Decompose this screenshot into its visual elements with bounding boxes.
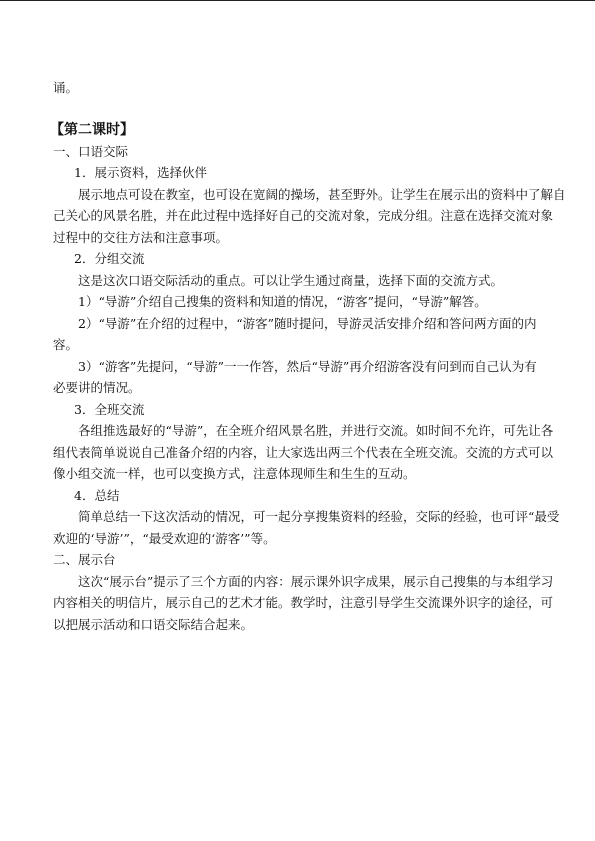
item-title: 3．全班交流: [74, 401, 145, 417]
header-rule: [0, 0, 595, 1]
paragraph: [53, 291, 545, 313]
paragraph-line: 2）“导游”在介绍的过程中，“游客”随时提问，导游灵活安排介绍和答问两方面的内: [78, 315, 537, 331]
paragraph-line: 以把展示活动和口语交际结合起来。: [53, 616, 254, 632]
item-class-exchange: [53, 399, 554, 485]
paragraph-line: 像小组交流一样，也可以变换方式，注意体现师生和生生的互动。: [53, 466, 416, 481]
paragraph: [53, 420, 554, 485]
item-title: 2．分组交流: [74, 251, 145, 266]
document-page: [50, 77, 566, 635]
paragraph-line: 这次“展示台”提示了三个方面的内容：展示课外识字成果，展示自己搜集的与本组学习: [78, 573, 554, 589]
paragraph-line: 己关心的风景名胜，并在此过程中选择好自己的交流对象，完成分组。注意在选择交流对象: [53, 208, 554, 223]
paragraph-line: 内容相关的明信片，展示自己的艺术才能。教学时，注意引导学生交流课外识字的途径，可: [53, 595, 554, 610]
paragraph-line: 容。: [53, 337, 79, 352]
paragraph-line: 各组推选最好的“导游”，在全班介绍风景名胜，并进行交流。如时间不允许，可先让各: [78, 423, 554, 438]
section-oral-communication: [53, 141, 566, 550]
section-heading: 一、口语交际: [53, 143, 129, 159]
item-summary: [53, 485, 560, 550]
paragraph-line: 这是这次口语交际活动的重点。可以让学生通过商量，选择下面的交流方式。: [78, 272, 504, 288]
paragraph-line: 简单总结一下这次活动的情况，可一起分享搜集资料的经验，交际的经验，也可评“最受: [78, 509, 560, 524]
paragraph-line: 必要讲的情况。: [53, 380, 141, 395]
paragraph-line: 过程中的交往方法和注意事项。: [53, 229, 229, 245]
paragraph: [53, 270, 545, 292]
paragraph: [53, 184, 566, 249]
paragraph-line: 组代表简单说说自己准备介绍的内容，让大家选出两三个代表在全班交流。交流的方式可以: [53, 444, 554, 460]
paragraph: [53, 506, 560, 549]
item-title: 4．总结: [74, 487, 120, 503]
paragraph-line: 欢迎的‘导游’”，“最受欢迎的‘游客’”等。: [53, 530, 276, 546]
paragraph-line: 1）“导游”介绍自己搜集的资料和知道的情况，“游客”提问，“导游”解答。: [78, 294, 487, 309]
paragraph: [53, 571, 554, 636]
paragraph: [53, 313, 545, 356]
paragraph-line: 展示地点可设在教室，也可设在宽阔的操场，甚至野外。让学生在展示出的资料中了解自: [78, 186, 566, 202]
item-show-materials: [53, 162, 566, 248]
item-title: 1．展示资料，选择伙伴: [74, 165, 207, 180]
item-group-exchange: [53, 248, 545, 399]
paragraph: [53, 356, 545, 399]
section-showcase: [53, 549, 554, 635]
section-heading: 二、展示台: [53, 552, 116, 567]
continuation-text: 诵。: [53, 80, 79, 95]
paragraph-line: 3）“游客”先提问，“导游”一一作答，然后“导游”再介绍游客没有问到而自己认为有: [78, 358, 537, 374]
lesson-heading: 【第二课时】: [50, 121, 134, 138]
